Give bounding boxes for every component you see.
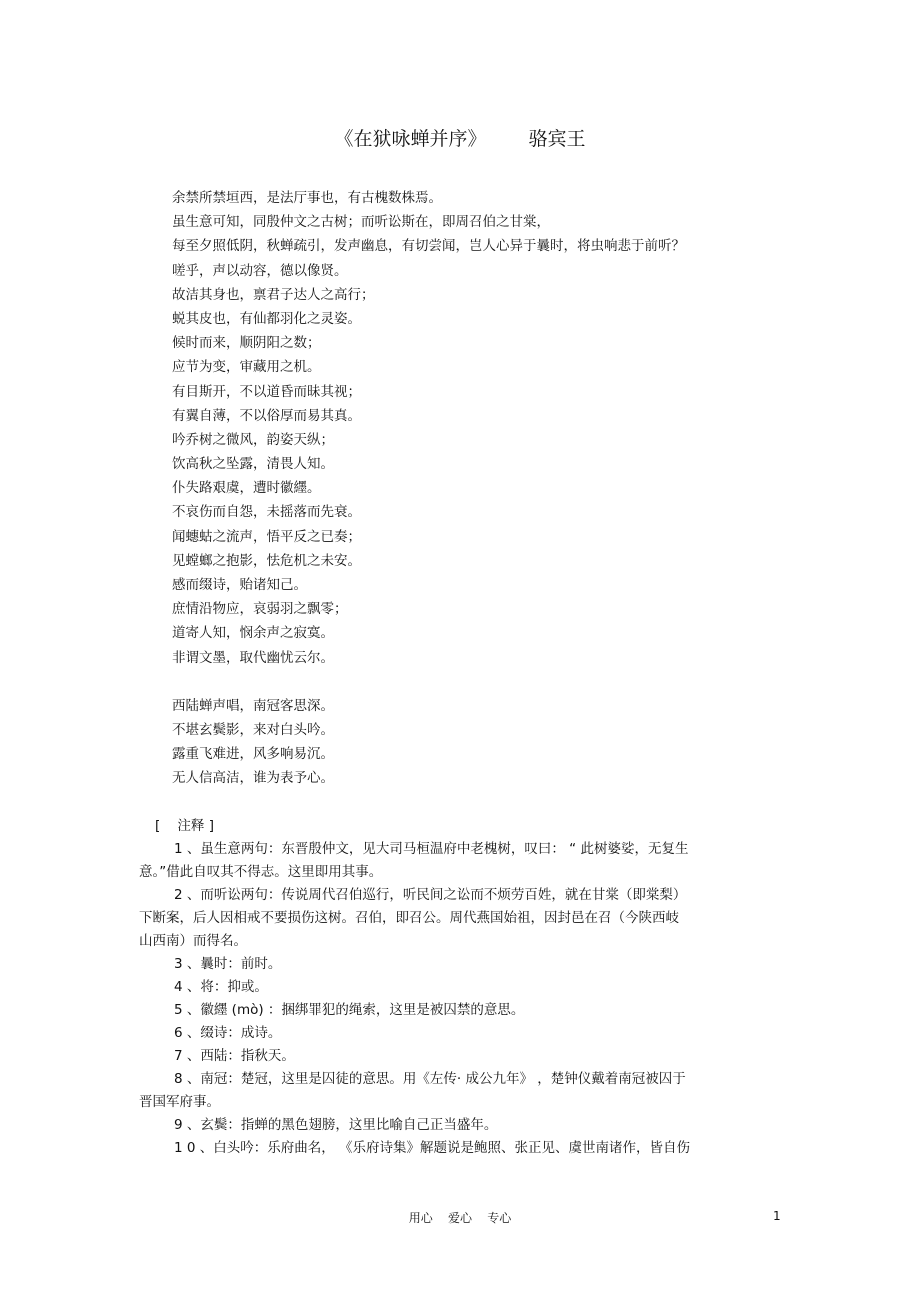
preface-line: 每至夕照低阴，秋蝉疏引，发声幽息，有切尝闻，岂人心异于曩时，将虫响悲于前听？: [172, 238, 685, 255]
note-item: [139, 976, 779, 999]
preface-line: 余禁所禁垣西，是法厅事也，有古槐数株焉。: [172, 190, 442, 206]
note-item: [139, 1045, 779, 1068]
preface-line: 非谓文墨，取代幽忧云尔。: [172, 649, 334, 666]
note-text: 1 0 、白头吟：乐府曲名， 《乐府诗集》解题说是鲍照、张正见、虞世南诸作，皆自伤: [174, 1140, 691, 1156]
note-item: [139, 999, 779, 1022]
note-text: 8 、南冠：楚冠，这里是囚徒的意思。用《左传· 成公九年》 ，楚钟仪戴着南冠被囚于: [174, 1071, 686, 1087]
poem-line: 不堪玄鬓影，来对白头吟。: [172, 721, 334, 738]
preface-line: 庶情沿物应，哀弱羽之飘零；: [172, 601, 348, 618]
note-text: 晋国军府事。: [139, 1094, 220, 1110]
note-text: 4 、将：抑或。: [174, 979, 268, 995]
page-footer: 用心 爱心 专心: [408, 1211, 512, 1225]
poem-line: 西陆蝉声唱，南冠客思深。: [172, 697, 334, 714]
page-number: 1: [773, 1209, 781, 1223]
author-name: 骆宾王: [528, 128, 586, 150]
preface-line: 有目斯开，不以道昏而昧其视；: [172, 383, 361, 400]
note-item: [139, 838, 779, 884]
note-text: 3 、曩时：前时。: [174, 956, 282, 972]
preface-line: 有翼自薄，不以俗厚而易其真。: [172, 407, 361, 424]
preface-line: 应节为变，审藏用之机。: [172, 359, 321, 376]
preface-line: 见螳螂之抱影，怯危机之未安。: [172, 552, 361, 569]
preface-line: 仆失路艰虞，遭时徽纆。: [172, 480, 321, 497]
preface-line: 故洁其身也，禀君子达人之高行；: [172, 286, 375, 303]
note-text: 2 、而听讼两句：传说周代召伯巡行，听民间之讼而不烦劳百姓，就在甘棠（即棠梨）: [174, 887, 687, 903]
note-text: 5 、徽纆 (mò) ：捆绑罪犯的绳索，这里是被囚禁的意思。: [174, 1002, 525, 1018]
note-item: [139, 1137, 779, 1160]
preface-line: 不哀伤而自怨，未摇落而先衰。: [172, 504, 361, 521]
note-item: [139, 1022, 779, 1045]
preface-line: 候时而来，顺阴阳之数；: [172, 335, 321, 352]
poem-line: 无人信高洁，谁为表予心。: [172, 770, 334, 787]
note-item: [139, 1114, 779, 1137]
preface-line: 蜕其皮也，有仙都羽化之灵姿。: [172, 310, 361, 327]
preface-line: 感而缀诗，贻诸知己。: [172, 577, 307, 593]
preface-line: 嗟乎，声以动容，德以像贤。: [172, 262, 348, 279]
notes-heading: [ 注释 ]: [155, 818, 214, 834]
note-item: [139, 1068, 779, 1114]
page-title: [0, 124, 920, 151]
note-text: 1 、虽生意两句：东晋殷仲文，见大司马桓温府中老槐树，叹曰： “ 此树婆娑，无复生: [174, 841, 689, 857]
preface-line: 道寄人知，悯余声之寂寞。: [172, 625, 334, 642]
note-text: 意。”借此自叹其不得志。这里即用其事。: [139, 864, 383, 880]
work-title: 《在狱咏蝉并序》: [334, 128, 487, 150]
notes-list: [139, 838, 779, 1160]
preface-line: 饮高秋之坠露，清畏人知。: [172, 456, 334, 473]
preface-block: [172, 186, 812, 791]
note-text: 山西南）而得名。: [139, 933, 247, 949]
preface-line: 闻蟪蛄之流声，悟平反之已奏；: [172, 528, 361, 545]
note-text: 下断案，后人因相戒不要损伤这树。召伯，即召公。周代燕国始祖，因封邑在召（今陕西岐: [139, 910, 679, 926]
note-item: [139, 884, 779, 953]
note-text: 7 、西陆：指秋天。: [174, 1048, 295, 1064]
note-text: 9 、玄鬓：指蝉的黑色翅膀，这里比喻自己正当盛年。: [174, 1117, 498, 1133]
preface-line: 虽生意可知，同殷仲文之古树；而听讼斯在，即周召伯之甘棠，: [172, 214, 550, 231]
note-text: 6 、缀诗：成诗。: [174, 1025, 282, 1041]
note-item: [139, 953, 779, 976]
poem-line: 露重飞难进，风多响易沉。: [172, 746, 334, 763]
preface-line: 吟乔树之微风，韵姿天纵；: [172, 431, 334, 448]
